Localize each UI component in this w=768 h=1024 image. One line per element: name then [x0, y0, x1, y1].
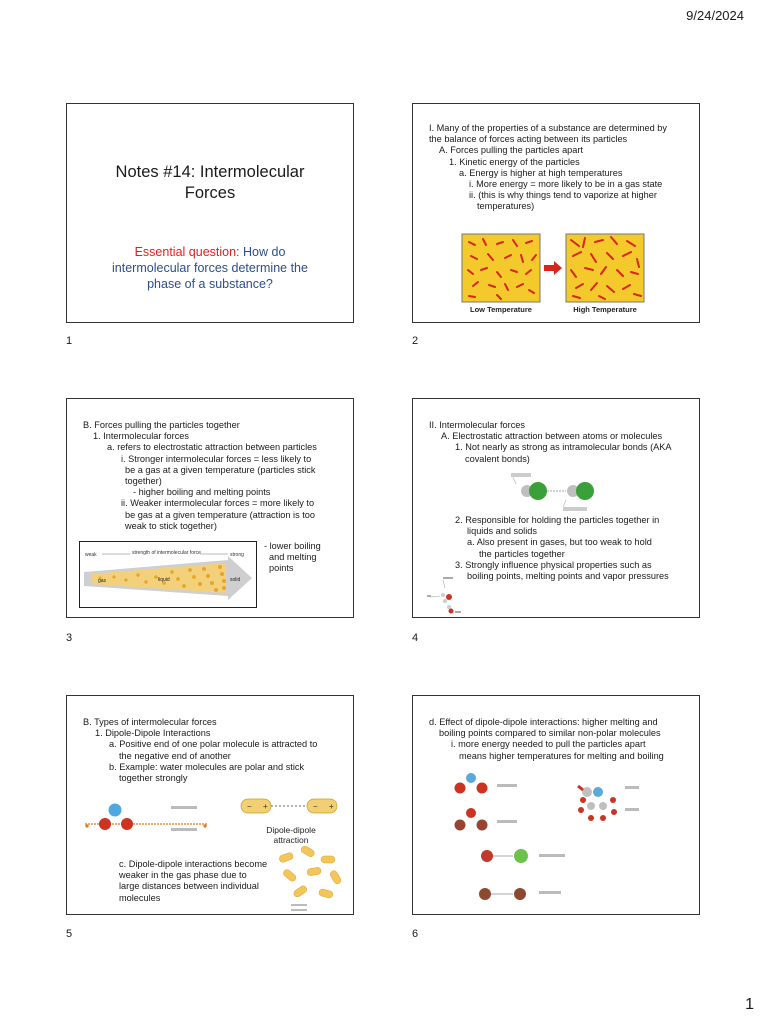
gas-phase-dipoles	[278, 845, 342, 899]
slide-2: I. Many of the properties of a substance are determined by the balance of forces acting between its particles A. Forces pulling the particles apart 1. Kinetic energy of the particles a. Energy is higher at high temperatures i. More energy = more likely to be in a gas state ii. (this is why things tend to vaporize at higher temperatures) Low Temperature High Temperature	[412, 103, 700, 323]
slide-number: 1	[66, 335, 73, 347]
molecule-6	[479, 888, 561, 900]
molecule-3	[578, 786, 639, 797]
temperature-figure	[413, 104, 700, 323]
page-number: 1	[745, 996, 754, 1013]
high-temp-label: High Temperature	[573, 305, 637, 314]
slide-6: d. Effect of dipole-dipole interactions: higher melting and boiling points compared to similar non-polar molecules i. more energy needed to pull the particles apart means higher temperatures for melting and boiling	[412, 695, 700, 915]
svg-text:weak: weak	[85, 552, 97, 558]
svg-text:−: −	[313, 802, 318, 811]
essential-question: Essential question: How do intermolecular forces determine the phase of a substance?	[112, 245, 308, 291]
svg-text:+: +	[263, 802, 268, 811]
high-temp-box	[566, 234, 644, 302]
slide-1	[66, 103, 354, 323]
molecule-2	[455, 808, 518, 831]
heat-arrow	[544, 261, 562, 275]
low-temp-box	[462, 234, 540, 302]
molecule-comparison-figure	[413, 696, 700, 915]
molecule-1	[455, 773, 518, 794]
dipole-label: Dipole-dipole	[266, 825, 316, 835]
slide-3: B. Forces pulling the particles together 1. Intermolecular forces a. refers to electrostatic attraction between particles i. Stronger intermolecular forces = less likely to be a gas at a given temperature (particles stick together) - higher boiling and melting points ii. Weaker intermolecular forces = more likely to be gas at a given temperature (attraction is too weak to stick together) weak strength of intermolecular force strong gas liquid solid - lower boiling and melting points	[66, 398, 354, 618]
low-temp-label: Low Temperature	[470, 305, 532, 314]
svg-text:−: −	[247, 802, 252, 811]
molecule-4	[578, 797, 639, 821]
slide-number: 3	[66, 632, 73, 644]
svg-text:+: +	[329, 802, 334, 811]
svg-text:gas: gas	[98, 578, 107, 584]
strength-figure	[79, 541, 257, 608]
molecule-5	[481, 849, 565, 863]
dipole-pair-icon	[241, 799, 337, 813]
slide-number: 4	[412, 632, 419, 644]
date-header: 9/24/2024	[686, 8, 744, 23]
svg-text:solid: solid	[230, 577, 241, 583]
slide-number: 6	[412, 928, 419, 940]
molecule-bond-figure	[413, 399, 700, 618]
slide-4: II. Intermolecular forces A. Electrostatic attraction between atoms or molecules 1. Not nearly as strong as intramolecular bonds (AKA covalent bonds) 2. Responsible for holding the particles together in liquids and solids a. Also present in gases, but too weak to hold the particles together 3. Strongly influence physical properties such as boiling points, melting points and vapor pressures	[412, 398, 700, 618]
dipole-label-2: attraction	[273, 835, 309, 845]
slide-title: Notes #14: Intermolecular Forces	[115, 163, 305, 202]
water-molecule-small	[427, 577, 461, 614]
svg-text:strong: strong	[230, 552, 244, 558]
slide-5: B. Types of intermolecular forces 1. Dipole-Dipole Interactions a. Positive end of one polar molecule is attracted to the negative end of another b. Example: water molecules are polar and stick together strongly − + − + Dipole-dipole attraction c. Dipole-dipole interactions become weaker in the gas phase due to large distances between individual molecules	[66, 695, 354, 915]
slide-number: 2	[412, 335, 419, 347]
slide-number: 5	[66, 928, 73, 940]
svg-text:liquid: liquid	[158, 577, 170, 583]
svg-text:strength of intermolecular for: strength of intermolecular force	[132, 550, 201, 556]
